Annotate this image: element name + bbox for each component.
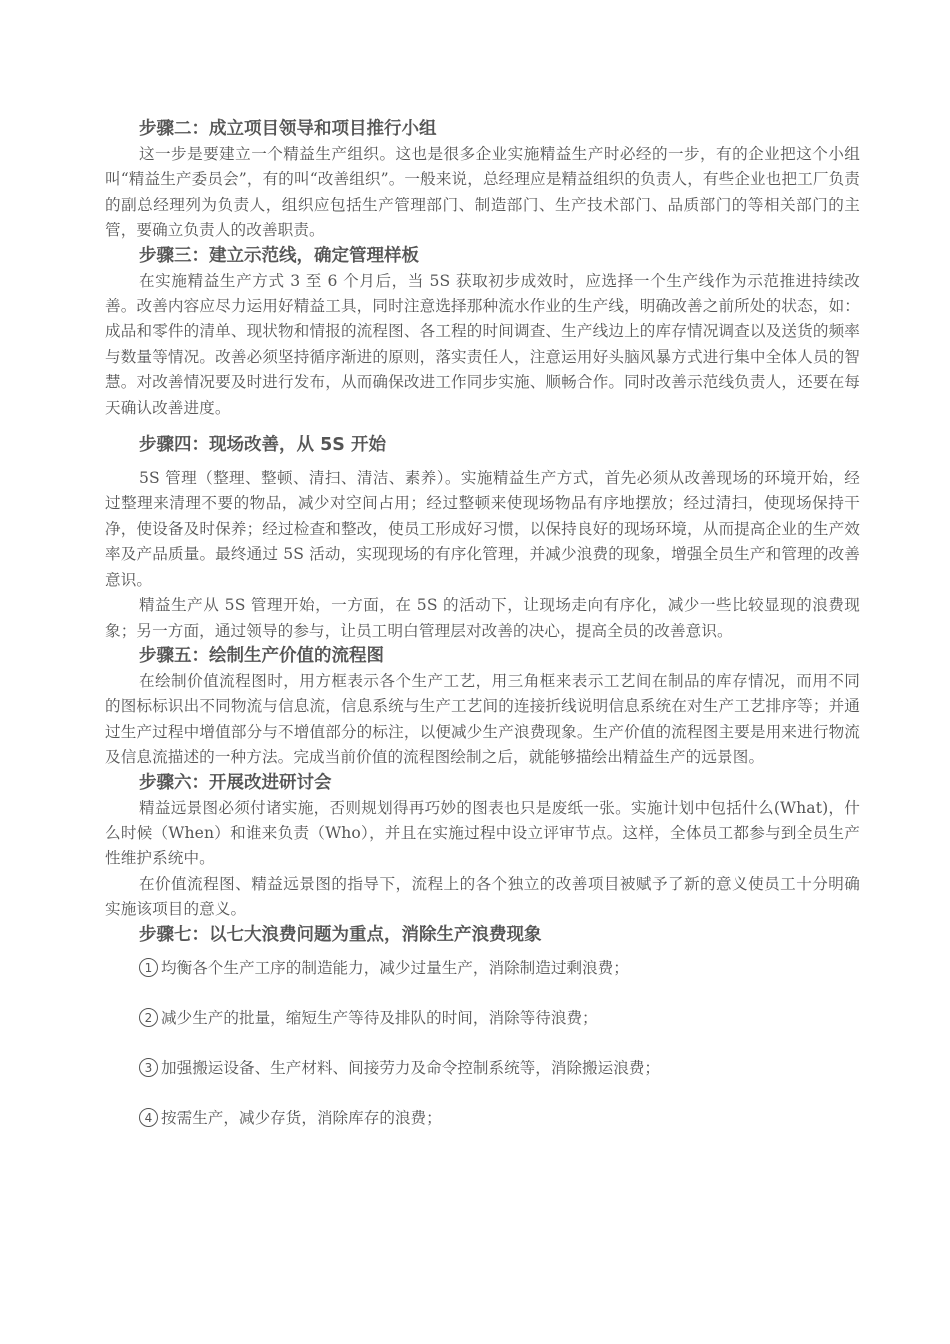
section-paragraph: 在价值流程图、精益远景图的指导下，流程上的各个独立的改善项目被赋予了新的意义使员工十分明确实施该项目的意义。 [105,874,860,919]
section-heading-step-6: 步骤六：开展改进研讨会 [139,772,332,793]
section-heading-step-5: 步骤五：绘制生产价值的流程图 [139,645,384,666]
section-heading-step-7: 步骤七：以七大浪费问题为重点，消除生产浪费现象 [139,924,542,945]
section-paragraph: 5S 管理（整理、整顿、清扫、清洁、素养）。实施精益生产方式，首先必须从改善现场的环境开始，经过整理来清理不要的物品，减少对空间占用；经过整顿来使现场物品有序地摆放；经过清扫，使现场保持干净，使设备及时保养；经过检查和整改，使员工形成好习惯，以保持良好的现场环境，从而提高企业的生产效率及产品质量。最终通过 5S 活动，实现现场的有序化管理，并减少浪费的现象，增强全员生产和管理的改善意识。 [105,469,860,589]
list-item [105,1106,860,1131]
circled-number: 1 [139,958,158,977]
spacer [105,1031,860,1056]
list-item-text: 加强搬运设备、生产材料、间接劳力及命令控制系统等，消除搬运浪费； [161,1058,661,1077]
section-heading-step-3: 步骤三：建立示范线，确定管理样板 [139,245,419,266]
section-paragraph: 这一步是要建立一个精益生产组织。这也是很多企业实施精益生产时必经的一步，有的企业把这个小组叫“精益生产委员会”，有的叫“改善组织”。一般来说，总经理应是精益组织的负责人，有些企业也把工厂负责的副总经理列为负责人，组织应包括生产管理部门、制造部门、生产技术部门、品质部门的等相关部门的主管，要确立负责人的改善职责。 [105,145,860,240]
list-item [105,1056,860,1081]
spacer [105,981,860,1006]
spacer [105,458,860,466]
section-paragraph: 在绘制价值流程图时，用方框表示各个生产工艺，用三角框来表示工艺间在制品的库存情况，而用不同的图标标识出不同物流与信息流，信息系统与生产工艺间的连接折线说明信息系统在对生产工艺排序等；并通过生产过程中增值部分与不增值部分的标注，以便减少生产浪费现象。生产价值的流程图主要是用来进行物流及信息流描述的一种方法。完成当前价值的流程图绘制之后，就能够描绘出精益生产的远景图。 [105,671,860,767]
spacer [105,1081,860,1106]
section-heading-step-2: 步骤二：成立项目领导和项目推行小组 [139,119,437,139]
list-item-text: 按需生产，减少存货，消除库存的浪费； [161,1108,442,1127]
section-heading-step-4: 步骤四：现场改善，从 5S 开始 [139,435,386,456]
section-paragraph: 精益生产从 5S 管理开始，一方面，在 5S 的活动下，让现场走向有序化，减少一些比较显现的浪费现象；另一方面，通过领导的参与，让员工明白管理层对改善的决心，提高全员的改善意识。 [105,596,860,640]
circled-number: 4 [139,1108,158,1127]
circled-number: 2 [139,1008,158,1027]
circled-number: 3 [139,1058,158,1077]
list-item [105,956,860,981]
list-item-text: 减少生产的批量，缩短生产等待及排队的时间，消除等待浪费； [161,1008,598,1027]
section-paragraph: 精益远景图必须付诸实施，否则规划得再巧妙的图表也只是废纸一张。实施计划中包括什么(What)，什么时候（When）和谁来负责（Who），并且在实施过程中设立评审节点。这样，全体员工都参与到全员生产性维护系统中。 [105,798,860,868]
list-item [105,1006,860,1031]
spacer [105,948,860,956]
document-page [105,117,860,1131]
section-paragraph: 在实施精益生产方式 3 至 6 个月后，当 5S 获取初步成效时，应选择一个生产线作为示范推进持续改善。改善内容应尽力运用好精益工具，同时注意选择那种流水作业的生产线，明确改善之前所处的状态，如：成品和零件的清单、现状物和情报的流程图、各工程的时间调查、生产线边上的库存情况调查以及送货的频率与数量等情况。改善必须坚持循序渐进的原则，落实责任人，注意运用好头脑风暴方式进行集中全体人员的智慧。对改善情况要及时进行发布，从而确保改进工作同步实施、顺畅合作。同时改善示范线负责人，还要在每天确认改善进度。 [105,271,860,417]
list-item-text: 均衡各个生产工序的制造能力，减少过量生产，消除制造过剩浪费； [161,958,629,977]
spacer [105,421,860,433]
